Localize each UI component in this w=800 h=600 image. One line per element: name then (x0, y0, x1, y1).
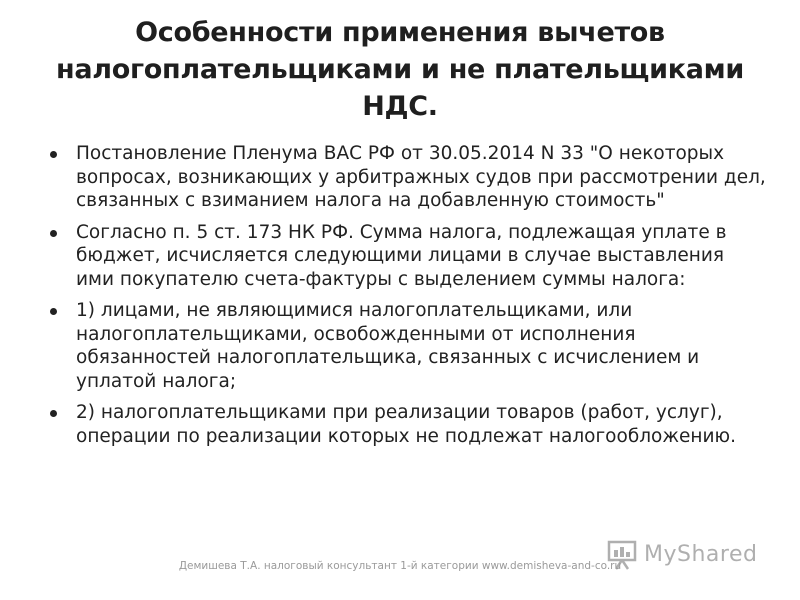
bullet-dot-icon (50, 230, 57, 237)
bullet-dot-icon (50, 151, 57, 158)
bullet-list (46, 142, 766, 456)
bullet-text: 2) налогоплательщиками при реализации товаров (работ, услуг), операции по реализации которых не подлежат налогообложению. (76, 402, 736, 447)
slide-footer: Демишева Т.А. налоговый консультант 1-й категории www.demisheva-and-co.ru (178, 560, 622, 572)
bullet-text: Согласно п. 5 ст. 173 НК РФ. Сумма налога, подлежащая уплате в бюджет, исчисляется следующими лицами в случае выставления ими покупателю счета-фактуры с выделением суммы налога: (76, 221, 727, 290)
bullet-item (46, 142, 766, 213)
bullet-item (46, 221, 766, 292)
bullet-item (46, 401, 766, 448)
bullet-text: Постановление Пленума ВАС РФ от 30.05.2014 N 33 "О некоторых вопросах, возникающих у арбитражных судов при рассмотрении дел, связанных с взиманием налога на добавленную стоимость" (76, 143, 766, 211)
watermark-text: MyShared (644, 541, 758, 567)
bullet-item (46, 299, 766, 393)
bullet-text: 1) лицами, не являющимися налогоплательщиками, или налогоплательщиками, освобожденными от исполнения обязанностей налогоплательщика, связанных с исчислением и уплатой налога; (76, 300, 700, 392)
bullet-dot-icon (50, 308, 57, 315)
slide-title: Особенности применения вычетов налогоплательщиками и не плательщиками НДС. (55, 17, 745, 122)
bullet-dot-icon (50, 410, 57, 417)
